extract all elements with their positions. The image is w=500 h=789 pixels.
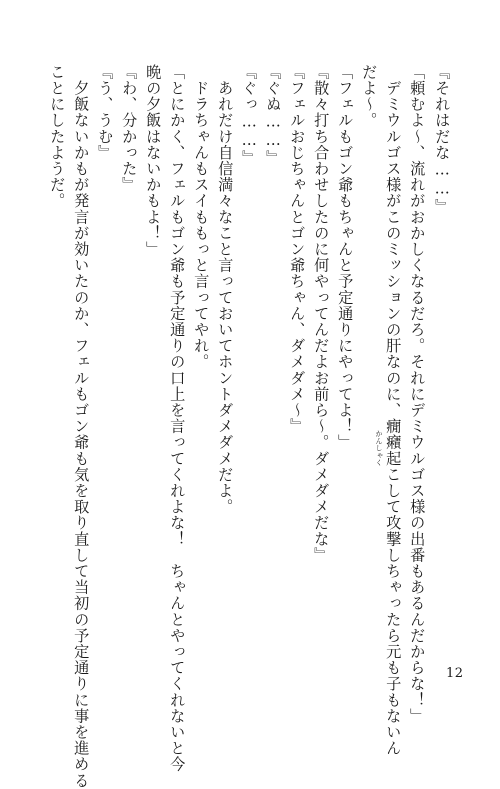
- text-line: 「頼むよ～、流れがおかしくなるだろ。それにデミウルゴス様の出番もあるんだからな！」: [408, 64, 427, 725]
- text-line: ドラちゃんもスイももっと言ってやれ。: [192, 64, 211, 370]
- text-line: 「フェルもゴン爺もちゃんと予定通りにやってよ！」: [336, 64, 355, 451]
- text-line: だよ～。: [360, 64, 379, 129]
- text-line: あれだけ自信満々なこと言っておいてホントダメダメだよ。: [216, 64, 235, 515]
- text-line: 『わ、分かった』: [120, 64, 139, 193]
- text-line: 晩の夕飯はないかもよ！」: [144, 64, 163, 258]
- text-line: 『それはだな……』: [433, 64, 452, 215]
- text-line: 『ぐぬ……』: [264, 64, 283, 167]
- text-segment: デミウルゴス様がこのミッションの肝なのに、: [384, 64, 403, 419]
- text-line: 『フェルおじちゃんとゴン爺ちゃん、ダメダメ～』: [288, 64, 307, 435]
- text-line: 夕飯ないかもが発言が効いたのか、フェルもゴン爺も気を取り直して当初の予定通りに事を進める: [72, 64, 91, 789]
- text-line: 『う、うむ』: [96, 64, 115, 161]
- text-line: ことにしたようだ。: [48, 64, 67, 209]
- text-segment: 起こして攻撃しちゃったら元も子もないん: [384, 450, 403, 757]
- text-line-with-ruby: [384, 64, 403, 757]
- ruby-base: 癇癪: [384, 418, 403, 451]
- text-line: 「とにかく、フェルもゴン爺も予定通りの口上を言ってくれよな！ ちゃんとやってくれないと今: [168, 64, 187, 773]
- ruby-reading: かんしゃく: [375, 430, 383, 466]
- text-line: 『ぐっ……』: [240, 64, 259, 167]
- text-line: 『散々打ち合わせしたのに何やってんだよお前ら～。ダメダメだな』: [312, 64, 331, 564]
- page-number: 12: [446, 666, 464, 681]
